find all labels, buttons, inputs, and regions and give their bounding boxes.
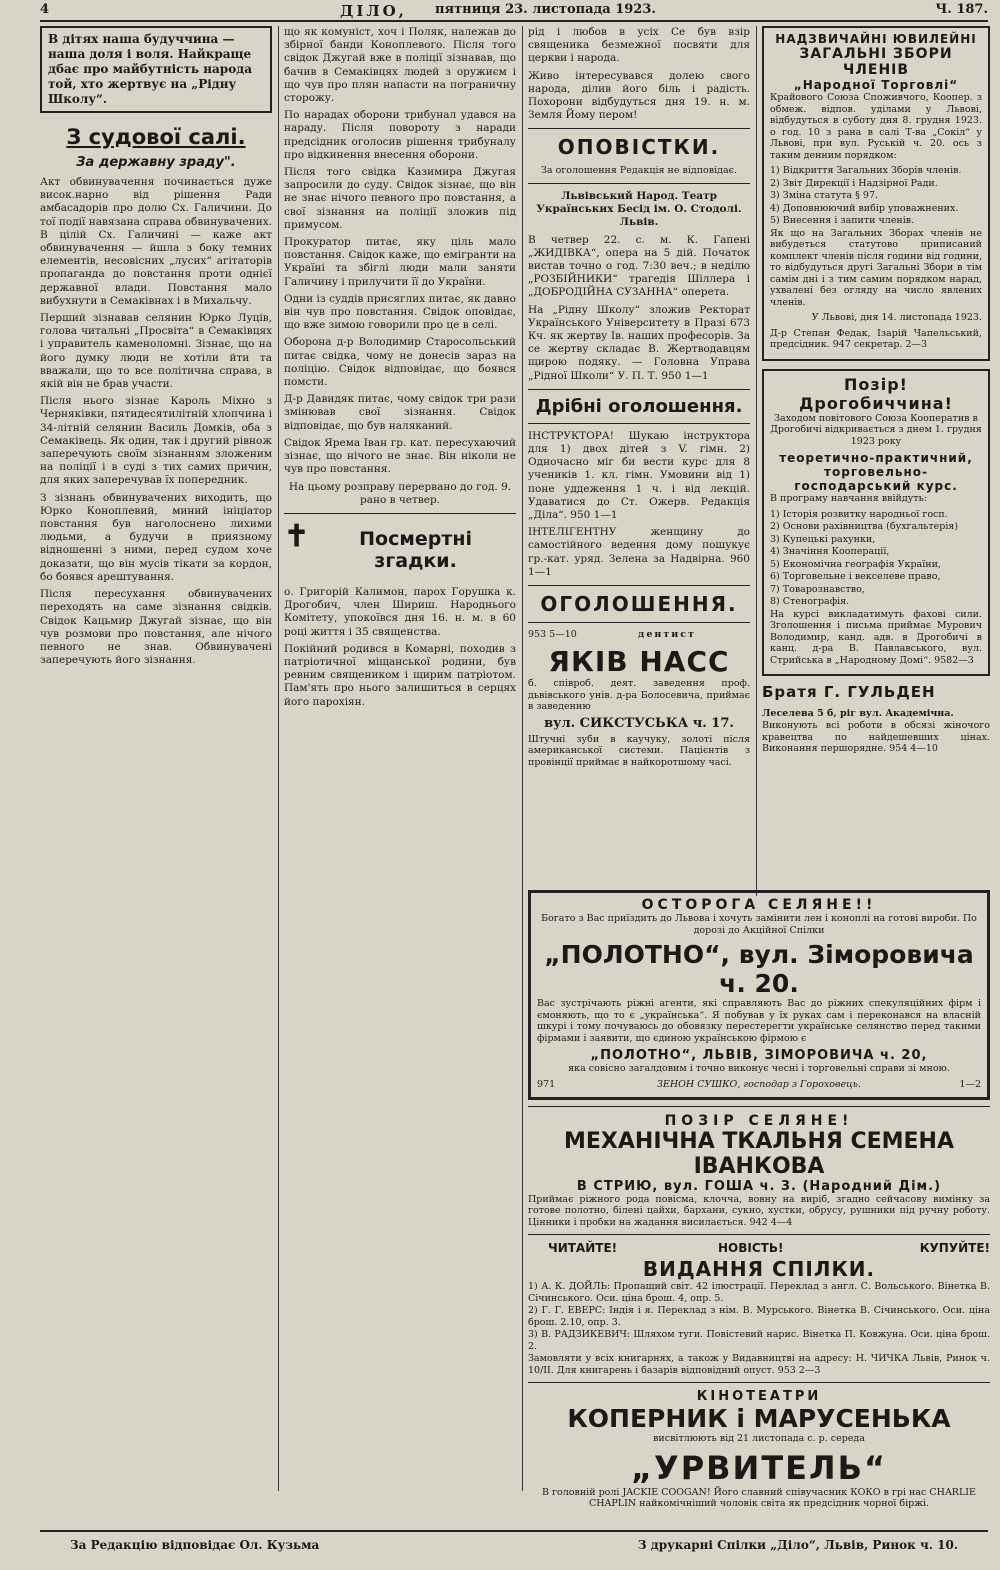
obituary-paragraph: Живо інтересувався долею свого народа, ділив його біль і радість. Похорони відбудуться дня 19. н. м. Земля Йому пером! [528,69,750,122]
column-divider [756,26,757,896]
course-item: 2) Основи рахівництва (бухгальтерія) [770,521,959,532]
course-item: 1) Історія розвитку народньої госп. [770,508,948,520]
column-1 [40,26,272,1521]
course-paragraph: На курсі викладатимуть фахові сили. Зголошення і письма приймає Мурович Володимир, канд. адв. в Дрогобичі в канц. д-ра В. Павлавського, вул. Стрийська в „Народному Домі“. 9582—3 [770,608,982,666]
polotno-ref: 1—2 [959,1078,981,1090]
course-paragraph: Заходом повітового Союза Кооператив в Дрогобичі відкривається з днем 1. грудня 1923 року [770,412,982,447]
assembly-title: НАДЗВИЧАЙНІ ЮВИЛЕЙНІ [775,32,977,46]
small-ad: ІНТЕЛІГЕНТНУ женщину до самостійного ведення дому пошукує гр.-кат. уряд. Зелена за Надвірна. 960 1—1 [528,526,750,578]
tailor-address: Леселева 5 б, ріг вул. Академічна. [762,708,954,719]
page-number: 4 [40,2,50,17]
section-rule [284,513,516,514]
article-paragraph: Прокуратор питає, яку ціль мало повстання. Свідок каже, що емігранти на Україні та збіглі люди мали заняти Галичину і прилучити її до України. [284,236,516,288]
tailor-paragraph: Виконують всі роботи в обсязі жіночого кравецтва по найдешевших цінах. Виконання першорядне. 954 4—10 [762,720,990,754]
page-header [40,2,988,22]
course-list [770,509,982,608]
small-ad: ІНСТРУКТОРА! Шукаю інструктора для 1) двох дітей з V. гімн. 2) Одночасно міг би вести курс для 8 учеників 1. кл. гімн. Умовини від 1) поне уддеження 1 ч. і від лекцій. Удаватися до Ст. Ожерв. Редакція „Діла“. 950 1—1 [528,429,750,521]
books-read: ЧИТАЙТЕ! [548,1241,618,1255]
obituary-title: Посмертні згадки. [359,527,473,572]
column-4 [762,26,990,886]
cross-icon: ✝ [284,518,310,554]
course-item: 7) Товарознавство, [770,583,865,595]
article-paragraph: На цьому розправу перервано до год. 9. рано в четвер. [288,480,512,506]
section-rule [528,1382,990,1383]
section-rule [528,423,750,424]
weaving-title: МЕХАНІЧНА ТКАЛЬНЯ СЕМЕНА ІВАНКОВА [564,1128,954,1179]
assembly-paragraph: Як що на Загальних Зборах членів не вибудеться статутово приписаний комплект членів після години від години, то відбудуться другі Загальні Збори в тім самім дні і з тим самим порядком нарад, ухвалені без огляду на число явлених членів. [770,227,982,308]
course-intro: В програму навчання ввійдуть: [770,493,927,504]
assembly-subtitle: „Народної Торговлі“ [793,78,959,92]
issue-number: Ч. 187. [935,2,988,17]
article-paragraph: Після пересухання обвинувачених переходять на саме зізнання свідків. Свідок Кацьмир Джугай зізнає, що він чув розмови про повстання, але нічого певного не знав. Обвинувачені заперечують його зізнання. [40,588,272,667]
polotno-title: „ПОЛОТНО“, вул. Зіморовича ч. 20. [544,940,974,998]
polotno-footer [537,1079,981,1093]
section-rule [528,1106,990,1107]
agenda-item: 3) Зміна статута § 97. [770,190,879,201]
course-item: 8) Стенографія. [770,596,850,607]
assembly-notice [762,26,990,361]
article-paragraph: З зізнань обвинувачених виходить, що Юрко Коноплевий, миний ініціатор повстання був наголоснено лихими людьми, а будучи в приязному відношенні з ними, перед судом хоче доказати, що він мусів тікати за кордон, бо боявся арештування. [40,491,272,583]
article-paragraph: Акт обвинувачення починається дуже висок.нарно від рішення Ради амбасадорів про долю Сх. Галичини. До тої події навязана справа обвинувачених. В цілій Сх. Галичині — каже акт обвинувачення — йшла з боку темних елементів, несовісних „лусих“ агітаторів пропаганда до повстання проти однієї державної влади. Повстання мало вибухнути в Семаківнах і в Михальчу. [40,176,272,307]
column-divider [278,26,279,1491]
column-3 [528,26,750,886]
announcements-title: ОПОВІСТКИ. [557,135,721,160]
dentist-paragraph: Штучні зуби в каучуку, золоті після американської системи. Пацієнтів з провінції приймає в найкоротшому часі. [528,733,750,768]
film-title: „УРВИТЕЛЬ“ [630,1448,887,1487]
course-item: 4) Значіння Кооперації, [770,546,890,557]
books-new: НОВІСТЬ! [718,1241,784,1255]
agenda-item: 4) Доповнюючий вибір уповажнених. [770,202,959,214]
dentist-header [528,629,750,645]
column-divider [522,26,523,1491]
article-paragraph: По нарадах оборони трибунал удався на нараду. Після повороту з наради предсідник оголосив рішення трибуналу про відкинення внесення оборони. [284,109,516,161]
agenda-item: 1) Відкриття Загальних Зборів членів. [770,165,962,176]
article-paragraph: що як комуніст, хоч і Поляк, належав до збірної банди Коноплевого. Після того свідок Джугай вже в поліції зізнавав, що бачив в Семаківцях людей з оружиєм і що чув про плян напасти на пограничну сторожу. [284,26,516,105]
assembly-paragraph: Крайового Союза Споживчого, Коопер. з обмеж. відпов. уділами у Львові, відбудуться в суботу дня 8. грудня 1923. о год. 10 з рана в салі Т-ва „Сокіл“ у Львові, при вул. Руській ч. 20. ось з таким денним порядком: [770,92,982,161]
section-rule [528,585,750,586]
weaving-paragraph: Приймає ріжного рода повісма, клочча, вовну на виріб, згадно сейчасову вимінку за готове полотно, білені цайхи, бархани, сукно, хустки, обрусу, рушники під ручну роботу. Цінники і пробки на жадання висилається. 942 4—4 [528,1193,990,1228]
footer-printer: З друкарні Спілки „Діло“, Львів, Ринок ч. 10. [637,1538,958,1552]
books-list [528,1281,990,1352]
section-rule [528,389,750,390]
dentist-paragraph: б. співроб. деят. заведення проф. дьвівського унів. д-ра Болосевича, приймає в заведенню [528,678,750,712]
dentist-name: ЯКІВ НАСС [548,645,730,678]
books-order: Замовляти у всіх книгарнях, а також у Видавництві на адресу: Н. ЧИЧКА Львів, Ринок ч. 10/II. Для книгарень і базарів відповідний опуст. 953 2—3 [528,1353,990,1376]
small-ads-title: Дрібні оголошення. [535,395,743,417]
agenda-item: 2) Звіт Дирекції і Надзірної Ради. [770,177,938,189]
wide-ads [528,890,990,1520]
dentist-address: вул. СИКСТУСЬКА ч. 17. [544,715,734,731]
course-title: Позір! Дрогобиччина! [799,374,953,413]
books-title: ВИДАННЯ СПІЛКИ. [642,1257,876,1281]
section-rule [528,128,750,129]
column-2 [284,26,516,1521]
section-rule [528,622,750,623]
announcements-note: За оголошення Редакція не відповідає. [540,165,738,177]
weaving-address: В СТРИЮ, вул. ГОША ч. 3. (Народний Дім.) [576,1178,942,1194]
weaving-warning: ПОЗІР СЕЛЯНЕ! [664,1112,854,1129]
course-item: 3) Купецькі рахунки, [770,533,876,545]
polotno-number: 971 [537,1078,556,1090]
course-big-title: теоретично-практичний, торговельно-господарський курс. [779,451,973,493]
obituary-paragraph: рід і любов в усіх Се був взір священика безмежної посвяти для церкви і народа. [528,26,750,65]
book-item: 1) А. К. ДОЙЛЬ: Пропащий світ. 42 ілюстрації. Переклад з англ. С. Вольського. Вінетка В. Січинського. Оси. ціна брош. 4, опр. 5. [528,1281,990,1304]
book-item: 3) В. РАДЗИКЕВИЧ: Шляхом туги. Повістевий нарис. Вінетка П. Ковжуна. Оси. ціна брош. 2. [528,1329,990,1352]
agenda-item: 5) Внесення і запити членів. [770,215,915,226]
article-paragraph: Свідок Ярема Іван гр. кат. пересухаючий зізнає, що нічого не знає. Він ніколи не чув про повстання. [284,436,516,476]
article-paragraph: Після того свідка Казимира Джугая запросили до суду. Свідок зізнає, що він не знає нічого певного про повстання, а свої зізнання на поліції зложив під примусом. [284,166,516,231]
article-paragraph: Одни із суддів присяглих питає, як давно він чув про повстання. Свідок оповідає, що вже зимою говорили про це в селі. [284,292,516,332]
polotno-ad [528,890,990,1100]
book-item: 2) Г. Г. ЕВЕРС: Індія і я. Переклад з нім. В. Мурського. Вінетка В. Січинського. Оси. ціна брош. 2.10, опр. 3. [528,1305,990,1328]
books-header [528,1241,990,1257]
section-rule [528,1234,990,1235]
polotno-signature: ЗЕНОН СУШКО, господар з Гороховець. [657,1078,861,1090]
assembly-big-title: ЗАГАЛЬНІ ЗБОРИ ЧЛЕНІВ [799,46,953,78]
school-paragraph: На „Рідну Школу“ зложив Ректорат Українського Університету в Празі 673 Кч. як жертву Ів. наших професорів. За се жертву складає В. Жертводавцям щирою подяку. — Головна Управа „Рідної Школи“ У. П. Т. 950 1—1 [528,303,750,382]
issue-date: пятниця 23. листопада 1923. [435,2,656,17]
film-paragraph: В головній ролі JACKIE COOGAN! Його славний співучасник КОКО в грі нас CHARLIE CHAPLIN найкомічніший чоловік світа як предсідник чорної біржі. [542,1486,976,1509]
obituary-paragraph: о. Григорій Калимон, парох Горушка к. Дрогобич, член Шириш. Народнього Комітету, упокоївся дня 16. н. м. в 60 році життя і 35 священства. [284,585,516,638]
article-paragraph: Перший зізнавав селянин Юрко Луців, голова читальні „Просвіта“ в Семаківцях і управитель каменоломні. Зізнає, що на його думку люди не хотіли йти та вважали, що то все політична справа, в якій він не брав участи. [40,312,272,391]
books-buy: КУПУЙТЕ! [919,1241,990,1255]
polotno-subtitle: Богато з Вас приїздить до Львова і хочуть замінити лен і коноплі на готові вироби. По дорозі до Акційної Спілки [541,913,977,936]
course-item: 5) Економічна географія України, [770,558,941,570]
article-paragraph: Оборона д-р Володимир Старосольський питає свідка, чому не донесів зараз на поліцію. Свідок відповідає, що боявся помсти. [284,336,516,389]
ads-title: ОГОЛОШЕННЯ. [540,592,738,616]
obituary-header [284,518,516,578]
course-notice [762,369,990,677]
cinema-title: КОПЕРНИК і МАРУСЕНЬКА [567,1404,951,1433]
cinema-label: КІНОТЕАТРИ [696,1389,822,1404]
agenda-list [770,165,982,227]
page-footer [40,1530,988,1562]
section-rule [528,183,750,184]
assembly-date: У Львові, дня 14. листопада 1923. [811,312,982,323]
polotno-warning: ОСТОРОГА СЕЛЯНЕ!! [641,897,877,913]
polotno-address: „ПОЛОТНО“, ЛЬВІВ, ЗІМОРОВИЧА ч. 20, [590,1048,928,1063]
dentist-ref: 953 5—10 [528,629,577,640]
article-paragraph: Після нього зізнає Кароль Міхно з Черняківки, пятидесятилітній хлопчина і 34-літній селянин Василь Домків, оба з Семаківець. Як один, так і другий рівнож заперечують своїм зізнанням зложеним на поліції і в суді з тих самих причин, для яких заперечував їх попередник. [40,395,272,487]
polotno-paragraph: яка совісно загалдовим і точно виконує чесні і торговельні справи зі мною. [568,1063,950,1074]
cinema-subtitle: висвітлюють від 21 листопада с. р. середа [653,1433,865,1444]
article-paragraph: Д-р Давидяк питає, чому свідок три рази змінював свої зізнання. Свідок відповідає, що був наляканий. [284,393,516,432]
court-title: З судової салі. [66,125,246,149]
masthead: ДІЛО, [340,2,407,20]
tailor-title: Братя Г. ГУЛЬДЕН [762,683,936,701]
course-item: 6) Торговельне і векселеве право, [770,571,941,582]
slogan-box: В дітях наша будуччина — наша доля і воля. Найкраще дбає про майбутність народа той, хто жертвує на „Рідну Школу“. [40,26,272,113]
dentist-label: дентист [638,629,696,640]
theatre-title: Львівський Народ. Театр Українських Бесід ім. О. Стодолі. Львів. [536,189,742,229]
footer-editor: За Редакцію відповідає Ол. Кузьма [70,1538,320,1552]
court-subtitle: За державну зраду". [76,155,236,170]
tailor-ad [762,682,990,755]
assembly-signature: Д-р Степан Федак, Ізарій Чапельський, предсідник. 947 секретар. 2—3 [770,327,982,350]
polotno-paragraph: Вас зустрічають ріжні агенти, які справляють Вас до ріжних спекуляційних фірм і ємоняють, що то є „українська“. Я побував у їх руках сам і переконався на власній шкурі і тому почуваюсь до обовязку перестерегти українське селянство перед такими фірмами і заявити, що єдиною українською фірмою є [537,998,981,1044]
obituary-paragraph: Покійний родився в Комарні, походив з патріотичної міщанської родини, був ревним священиком і щирим патріотом. Пам'ять про нього залишиться в серцях його парохіян. [284,642,516,708]
theatre-paragraph: В четвер 22. с. м. К. Гапені „ЖИДІВКА“, опера на 5 дій. Початок вистав точно о год. 7:30 веч.; в неділю „РОЗБІЙНИКИ“ трагедія Шіллера і „ДОБРОДІЙНА СУЗАННА“ оперета. [528,233,750,299]
